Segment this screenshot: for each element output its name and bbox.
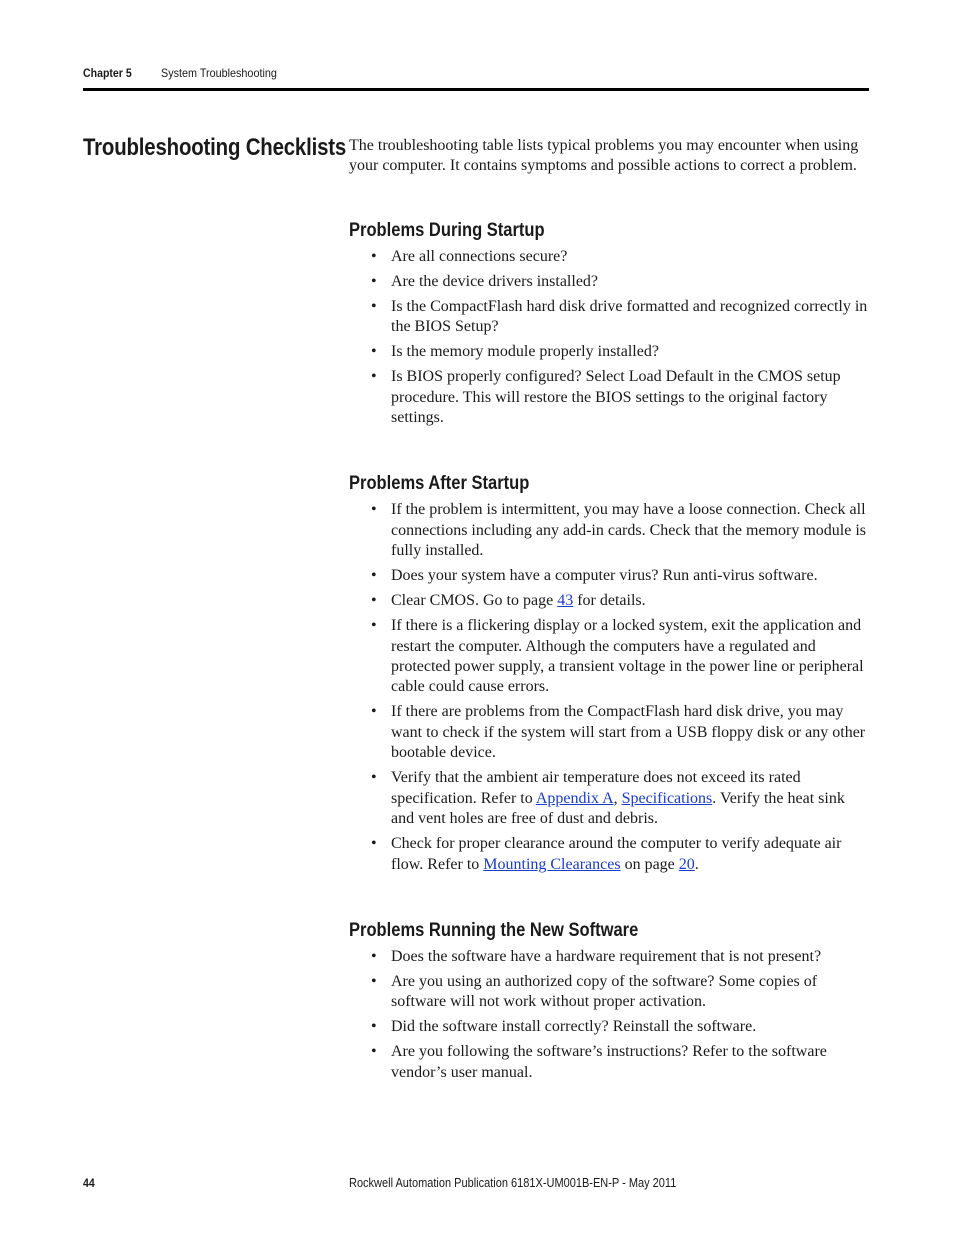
page-20-link[interactable]: 20 (678, 855, 695, 873)
software-checklist (349, 947, 869, 1083)
specifications-link[interactable]: Specifications (621, 789, 713, 807)
bullet: • (371, 297, 377, 315)
list-item: • Are you following the software’s instructions? Refer to the software vendor’s user manual. (371, 1043, 827, 1081)
bullet: • (371, 769, 377, 787)
bullet: • (371, 343, 377, 361)
page-43-link[interactable]: 43 (557, 592, 574, 610)
heading-problems-during-startup: Problems During Startup (349, 219, 545, 241)
heading-problems-after-startup: Problems After Startup (349, 473, 530, 495)
chapter-label: Chapter 5 (83, 66, 132, 80)
heading-problems-running-new-software: Problems Running the New Software (349, 919, 639, 941)
bullet: • (371, 947, 377, 965)
startup-checklist (349, 247, 869, 429)
bullet: • (371, 272, 377, 290)
list-item: • Clear CMOS. Go to page 43 for details. (349, 591, 869, 611)
list-item: • Are the device drivers installed? (349, 272, 869, 292)
list-item: • Is the CompactFlash hard disk drive formatted and recognized correctly in the BIOS Setup? (371, 297, 868, 336)
bullet: • (371, 592, 377, 610)
list-item: • Check for proper clearance around the computer to verify adequate air flow. Refer to Mounting Clearances on page 20. (371, 835, 842, 873)
appendix-a-link[interactable]: Appendix A (535, 789, 614, 807)
page-number: 44 (83, 1176, 95, 1190)
main-content (349, 136, 869, 1088)
list-item: • Is BIOS properly configured? Select Load Default in the CMOS setup procedure. This will restore the BIOS settings to the original factory settings. (371, 368, 841, 427)
bullet: • (371, 247, 377, 265)
section-title: Troubleshooting Checklists (83, 134, 347, 161)
bullet: • (371, 617, 377, 635)
bullet: • (371, 835, 377, 853)
list-item: • Are all connections secure? (349, 247, 869, 267)
list-item: • If there is a flickering display or a locked system, exit the application and restart the computer. Although the computers have a regulated and protected power supply, a transient voltage in the power line or peripheral cable could cause errors. (371, 617, 864, 696)
bullet: • (371, 501, 377, 519)
list-item: • Does your system have a computer virus? Run anti-virus software. (349, 566, 869, 586)
list-item: • Verify that the ambient air temperature does not exceed its rated specification. Refer to Appendix A, Specifications. Verify the heat sink and vent holes are free of dust and debris. (371, 769, 845, 828)
bullet: • (371, 368, 377, 386)
list-item: • If the problem is intermittent, you may have a loose connection. Check all connections including any add-in cards. Check that the memory module is fully installed. (371, 501, 866, 560)
publication-info: Rockwell Automation Publication 6181X-UM001B-EN-P - May 2011 (349, 1176, 677, 1190)
mounting-clearances-link[interactable]: Mounting Clearances (483, 855, 621, 873)
bullet: • (371, 567, 377, 585)
list-item: • Is the memory module properly installed? (349, 342, 869, 362)
page-header (83, 66, 869, 90)
list-item: • Are you using an authorized copy of the software? Some copies of software will not work without proper activation. (371, 972, 818, 1011)
bullet: • (371, 1018, 377, 1036)
header-rule (83, 88, 869, 91)
bullet: • (371, 1043, 377, 1061)
intro-paragraph: The troubleshooting table lists typical problems you may encounter when using your computer. It contains symptoms and possible actions to correct a problem. (349, 137, 859, 175)
list-item: • If there are problems from the CompactFlash hard disk drive, you may want to check if the system will start from a USB floppy disk or any other bootable device. (371, 703, 866, 762)
chapter-title: System Troubleshooting (161, 66, 277, 80)
bullet: • (371, 703, 377, 721)
list-item: • Does the software have a hardware requirement that is not present? (349, 947, 869, 967)
bullet: • (371, 972, 377, 990)
after-startup-checklist (349, 500, 869, 874)
list-item: • Did the software install correctly? Reinstall the software. (349, 1017, 869, 1037)
